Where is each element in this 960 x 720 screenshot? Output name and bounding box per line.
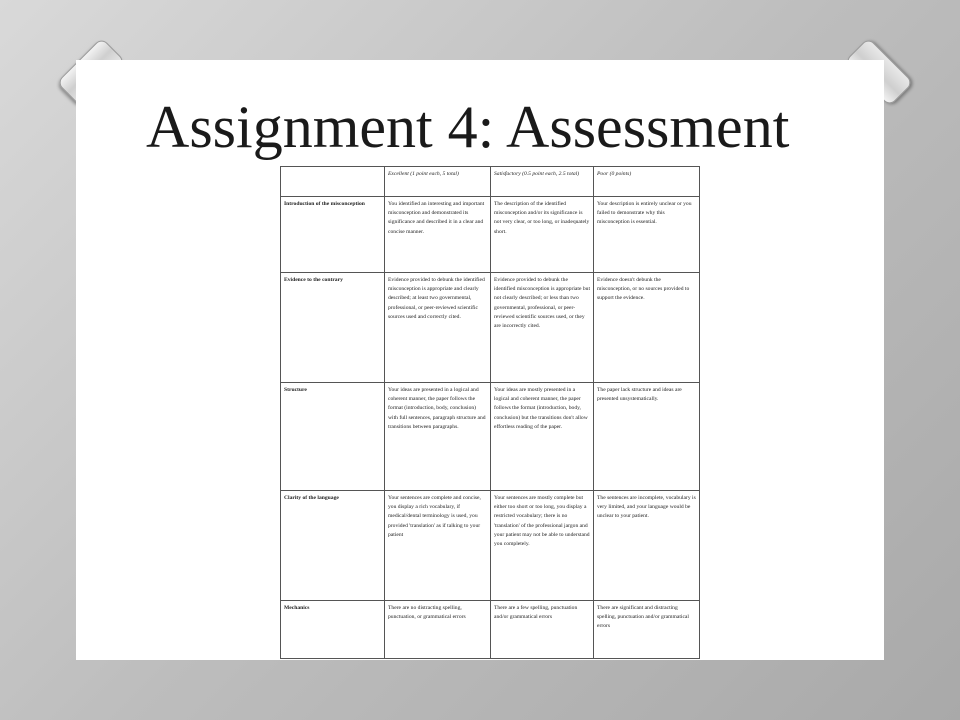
table-header-row (281, 167, 700, 197)
poor-cell: The paper lack structure and ideas are presented unsystematically. (594, 383, 700, 491)
criterion-cell: Clarity of the language (281, 491, 385, 601)
poor-cell: The sentences are incomplete, vocabulary is very limited, and your language would be unclear to your patient. (594, 491, 700, 601)
satisfactory-cell: Evidence provided to debunk the identified misconception is appropriate but not clearly described; or less than two governmental, professional, or peer-reviewed scientific sources used, or they are incorrectly cited. (491, 273, 594, 383)
satisfactory-cell: The description of the identified misconception and/or its significance is not very clear, or too long, or inadequately short. (491, 197, 594, 273)
rubric-table (280, 166, 700, 659)
excellent-cell: Your ideas are presented in a logical and coherent manner, the paper follows the format (introduction, body, conclusion) with full sentences, paragraph structure and transitions between paragraphs. (385, 383, 491, 491)
header-excellent: Excellent (1 point each, 5 total) (385, 167, 491, 197)
table-row (281, 383, 700, 491)
criterion-cell: Mechanics (281, 601, 385, 659)
criterion-cell: Structure (281, 383, 385, 491)
satisfactory-cell: Your ideas are mostly presented in a logical and coherent manner, the paper follows the format (introduction, body, conclusion) but the transitions don't allow effortless reading of the paper. (491, 383, 594, 491)
table-row (281, 273, 700, 383)
table-row (281, 197, 700, 273)
poor-cell: There are significant and distracting spelling, punctuation and/or grammatical errors (594, 601, 700, 659)
header-poor: Poor (0 points) (594, 167, 700, 197)
excellent-cell: Evidence provided to debunk the identified misconception is appropriate and clearly described; at least two governmental, professional, or peer-reviewed scientific sources used and correctly cited. (385, 273, 491, 383)
table-row (281, 491, 700, 601)
poor-cell: Evidence doesn't debunk the misconception, or no sources provided to support the evidence. (594, 273, 700, 383)
header-criterion (281, 167, 385, 197)
satisfactory-cell: There are a few spelling, punctuation and/or grammatical errors (491, 601, 594, 659)
header-satisfactory: Satisfactory (0.5 point each, 2.5 total) (491, 167, 594, 197)
excellent-cell: You identified an interesting and important misconception and demonstrated its significance and described it in a clear and concise manner. (385, 197, 491, 273)
table-row (281, 601, 700, 659)
excellent-cell: There are no distracting spelling, punctuation, or grammatical errors (385, 601, 491, 659)
slide-title: Assignment 4: Assessment (146, 94, 790, 160)
satisfactory-cell: Your sentences are mostly complete but either too short or too long, you display a restricted vocabulary; there is no 'translation' of the professional jargon and your patient may not be able to understand you completely. (491, 491, 594, 601)
poor-cell: Your description is entirely unclear or you failed to demonstrate why this misconception is essential. (594, 197, 700, 273)
excellent-cell: Your sentences are complete and concise, you display a rich vocabulary, if medical/dental terminology is used, you provided 'translation' as if talking to your patient (385, 491, 491, 601)
criterion-cell: Evidence to the contrary (281, 273, 385, 383)
criterion-cell: Introduction of the misconception (281, 197, 385, 273)
